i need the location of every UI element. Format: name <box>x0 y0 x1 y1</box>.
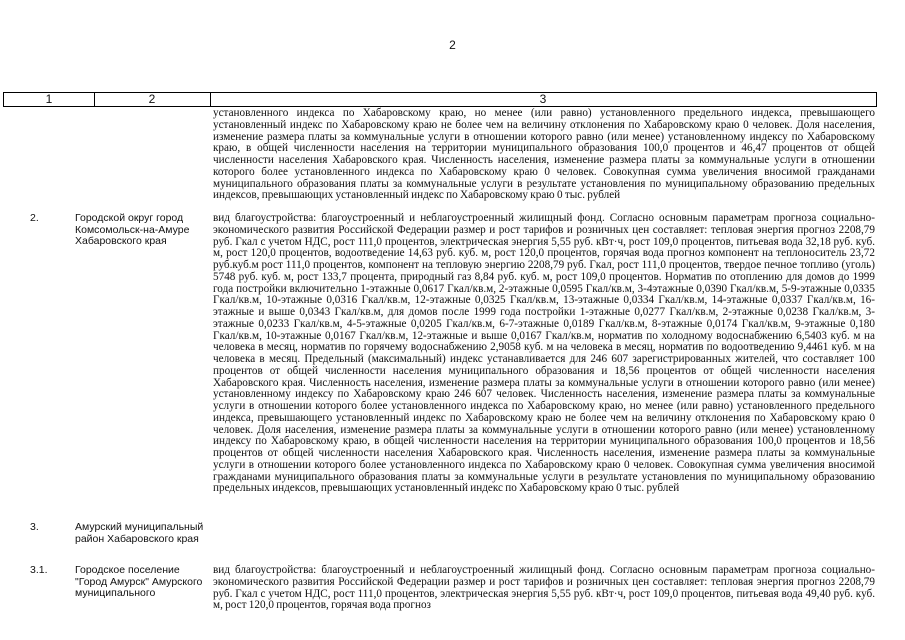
row-description: вид благоустройства: благоустроенный и неблагоустроенный жилищный фонд. Согласно основным параметрам прогноза социально-экономического развития Российской Федерации размер и рост тарифов и розничных цен составляет: тепловая энергия прогноз 2208,79 руб. Гкал с учетом НДС, рост 111,0 процентов, электрическая энергия 5,55 руб. кВт·ч, рост 109,0 процентов, питьевая вода 32,18 руб. куб. м, рост 120,0 процентов, водоотведение 14,63 руб. куб. м, рост 120,0 процентов, горячая вода прогноз компонент на теплоноситель 23,72 руб.куб.м рост 111,0 процентов, компонент на тепловую энергию 2208,79 руб. Гкал, рост 111,0 процентов, твердое печное топливо (уголь) 5748 руб. куб. м, рост 133,7 процента, природный газ 8,84 руб. куб. м, рост 109,0 процентов. Норматив по отоплению для домов до 1999 года постройки включительно 1-этажные 0,0617 Гкал/кв.м, 2-этажные 0,0595 Гкал/кв.м, 3-4этажные 0,0390 Гкал/кв.м, 5-9-этажные 0,0335 Гкал/кв.м, 10-этажные 0,0316 Гкал/кв.м, 12-этажные 0,0325 Гкал/кв.м, 13-этажные 0,0334 Гкал/кв.м, 14-этажные 0,0337 Гкал/кв.м, 16-этажные и выше 0,0343 Гкал/кв.м, для домов после 1999 года постройки 1-этажные 0,0277 Гкал/кв.м, 2-этажные 0,0238 Гкал/кв.м, 3-этажные 0,0233 Гкал/кв.м, 4-5-этажные 0,0205 Гкал/кв.м, 6-7-этажные 0,0189 Гкал/кв.м, 8-этажные 0,0174 Гкал/кв.м, 9-этажные 0,180 Гкал/кв.м, 10-этажные 0,0167 Гкал/кв.м, 12-этажные и выше 0,0167 Гкал/кв.м, норматив по холодному водоснабжению 6,5403 куб. м на человека в месяц, норматив по горячему водоснабжению 2,9058 куб. м на человека в месяц, норматив по водоотведению 9,4461 куб. м на человека в месяц. Предельный (максимальный) индекс устанавливается для 246 607 зарегистрированных жителей, что составляет 100 процентов от общей численности населения муниципального образования и 18,56 процентов от общей численности населения Хабаровского края. Численность населения, изменение размера платы за коммунальные услуги в отношении которого равно (или менее) установленному индексу по Хабаровскому краю 246 607 человек. Численность населения, изменение размера платы за коммунальные услуги в отношении которого более установленного индекса по Хабаровскому краю, но менее (или равно) установленного предельного индекса, превышающего установленный индекс по Хабаровскому краю не более чем на величину отклонения по Хабаровскому краю 0 человек. Доля населения, изменение размера платы за коммунальные услуги в отношении которого равно (или менее) установленному индексу по Хабаровскому краю, в общей численности населения на территории муниципального образования 100,0 процентов и 18,56 процентов от общей численности населения Хабаровского края. Численность населения, изменение размера платы за коммунальные услуги в отношении которого более установленного индекса по Хабаровскому краю 0 человек. Совокупная сумма увеличения вносимой гражданами муниципального образования платы за коммунальные услуги в результате установления по муниципальному образованию предельных индексов, превышающих установленный индекс по Хабаровскому краю 0 тыс. рублей <box>213 212 875 495</box>
table-row <box>3 565 877 615</box>
page-number: 2 <box>449 38 456 52</box>
row-number: 3.1. <box>30 564 48 576</box>
row-description: установленного индекса по Хабаровскому краю, но менее (или равно) установленного предельного индекса, превышающего установленный индекс по Хабаровскому краю не более чем на величину отклонения по Хабаровскому краю 0 человек. Доля населения, изменение размера платы за коммунальные услуги в отношении которого равно (или менее) установленному индексу по Хабаровскому краю, в общей численности населения на территории муниципального образования 100,0 процентов и 46,47 процентов от общей численности населения Хабаровского края. Численность населения, изменение размера платы за коммунальные услуги в отношении которого более установленного индекса по Хабаровскому краю 0 человек. Совокупная сумма увеличения вносимой гражданами муниципального образования платы за коммунальные услуги в результате установления по муниципальному образованию предельных индексов, превышающих установленный индекс по Хабаровскому краю 0 тыс. рублей <box>213 107 875 202</box>
row-number: 2. <box>30 212 39 224</box>
table-body <box>3 108 877 615</box>
row-description: вид благоустройства: благоустроенный и неблагоустроенный жилищный фонд. Согласно основным параметрам прогноза социально-экономического развития Российской Федерации размер и рост тарифов и розничных цен составляет: тепловая энергия прогноз 2208,79 руб. Гкал с учетом НДС, рост 111,0 процентов, электрическая энергия 5,55 руб. кВт·ч, рост 109,0 процентов, питьевая вода 49,40 руб. куб. м, рост 120,0 процентов, горячая вода прогноз <box>213 564 875 612</box>
header-col-3: 3 <box>539 92 547 106</box>
municipality-name: Городское поселение "Город Амурск" Амурского муниципального <box>75 564 203 600</box>
table-row <box>3 213 877 519</box>
table-header-row <box>3 92 877 107</box>
table-row <box>3 108 877 209</box>
row-number: 3. <box>30 521 39 533</box>
header-col-1: 1 <box>4 93 95 106</box>
municipality-name: Амурский муниципальный район Хабаровского края <box>75 521 204 545</box>
table-row <box>3 522 877 565</box>
municipality-name: Городской округ город Комсомольск-на-Амуре Хабаровского края <box>75 212 190 248</box>
header-col-2: 2 <box>94 93 211 106</box>
